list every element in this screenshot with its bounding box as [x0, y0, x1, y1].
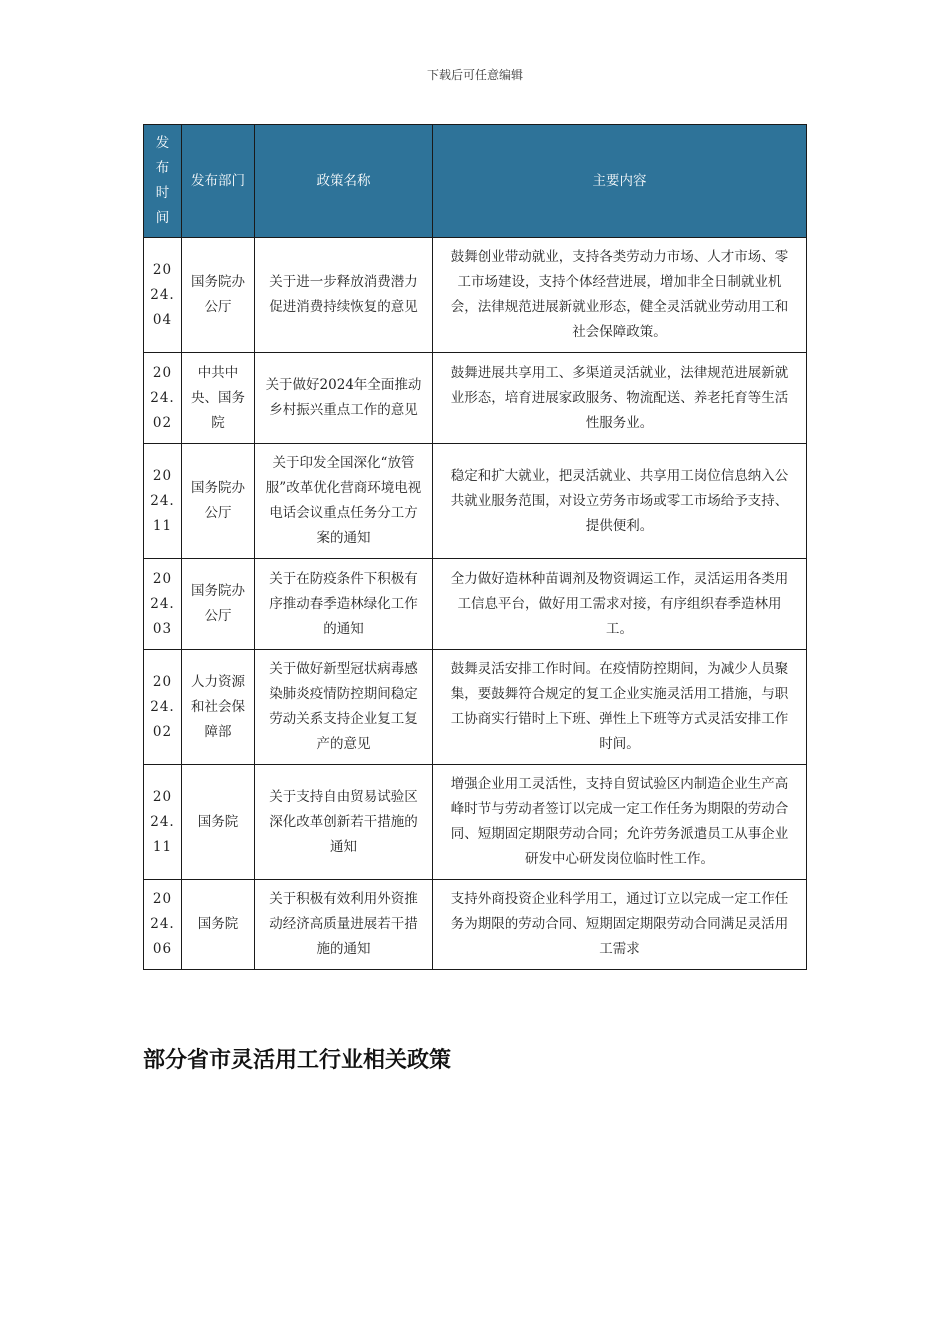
cell-date: 2024.03: [144, 559, 182, 650]
cell-date: 2024.02: [144, 650, 182, 765]
table-row: [144, 559, 807, 650]
cell-content: 鼓舞灵活安排工作时间。在疫情防控期间，为减少人员聚集，要鼓舞符合规定的复工企业实施灵活用工措施，与职工协商实行错时上下班、弹性上下班等方式灵活安排工作时间。: [433, 650, 807, 765]
cell-policy-name: 关于在防疫条件下积极有序推动春季造林绿化工作的通知: [255, 559, 433, 650]
cell-date: 2024.02: [144, 353, 182, 444]
table-row: [144, 238, 807, 353]
cell-content: 鼓舞进展共享用工、多渠道灵活就业，法律规范进展新就业形态，培育进展家政服务、物流配送、养老托育等生活性服务业。: [433, 353, 807, 444]
cell-content: 全力做好造林种苗调剂及物资调运工作，灵活运用各类用工信息平台，做好用工需求对接，有序组织春季造林用工。: [433, 559, 807, 650]
table-row: [144, 444, 807, 559]
table-row: [144, 880, 807, 970]
cell-content: 增强企业用工灵活性，支持自贸试验区内制造企业生产高峰时节与劳动者签订以完成一定工作任务为期限的劳动合同、短期固定期限劳动合同；允许劳务派遣员工从事企业研发中心研发岗位临时性工作。: [433, 765, 807, 880]
cell-dept: 人力资源和社会保障部: [182, 650, 255, 765]
section-heading: 部分省市灵活用工行业相关政策: [143, 1048, 452, 1073]
cell-policy-name: 关于印发全国深化“放管服”改革优化营商环境电视电话会议重点任务分工方案的通知: [255, 444, 433, 559]
cell-date: 2024.06: [144, 880, 182, 970]
cell-date: 2024.11: [144, 765, 182, 880]
page-header: 下载后可任意编辑: [426, 68, 523, 82]
header-content: 主要内容: [433, 125, 807, 238]
table-row: [144, 650, 807, 765]
cell-content: 稳定和扩大就业，把灵活就业、共享用工岗位信息纳入公共就业服务范围，对设立劳务市场或零工市场给予支持、提供便利。: [433, 444, 807, 559]
cell-date: 2024.11: [144, 444, 182, 559]
cell-policy-name: 关于做好2024年全面推动乡村振兴重点工作的意见: [255, 353, 433, 444]
table-header-row: [144, 125, 807, 238]
cell-date: 2024.04: [144, 238, 182, 353]
cell-dept: 国务院办公厅: [182, 559, 255, 650]
table-row: [144, 353, 807, 444]
cell-policy-name: 关于支持自由贸易试验区深化改革创新若干措施的通知: [255, 765, 433, 880]
cell-dept: 国务院办公厅: [182, 444, 255, 559]
cell-policy-name: 关于做好新型冠状病毒感染肺炎疫情防控期间稳定劳动关系支持企业复工复产的意见: [255, 650, 433, 765]
cell-dept: 国务院: [182, 880, 255, 970]
cell-content: 鼓舞创业带动就业，支持各类劳动力市场、人才市场、零工市场建设，支持个体经营进展，增加非全日制就业机会，法律规范进展新就业形态，健全灵活就业劳动用工和社会保障政策。: [433, 238, 807, 353]
table-row: [144, 765, 807, 880]
cell-content: 支持外商投资企业科学用工，通过订立以完成一定工作任务为期限的劳动合同、短期固定期限劳动合同满足灵活用工需求: [433, 880, 807, 970]
cell-policy-name: 关于积极有效利用外资推动经济高质量进展若干措施的通知: [255, 880, 433, 970]
cell-dept: 中共中央、国务院: [182, 353, 255, 444]
policy-table: [143, 124, 807, 970]
header-date: 发布时间: [144, 125, 182, 238]
cell-dept: 国务院办公厅: [182, 238, 255, 353]
header-dept: 发布部门: [182, 125, 255, 238]
header-name: 政策名称: [255, 125, 433, 238]
cell-dept: 国务院: [182, 765, 255, 880]
cell-policy-name: 关于进一步释放消费潜力促进消费持续恢复的意见: [255, 238, 433, 353]
